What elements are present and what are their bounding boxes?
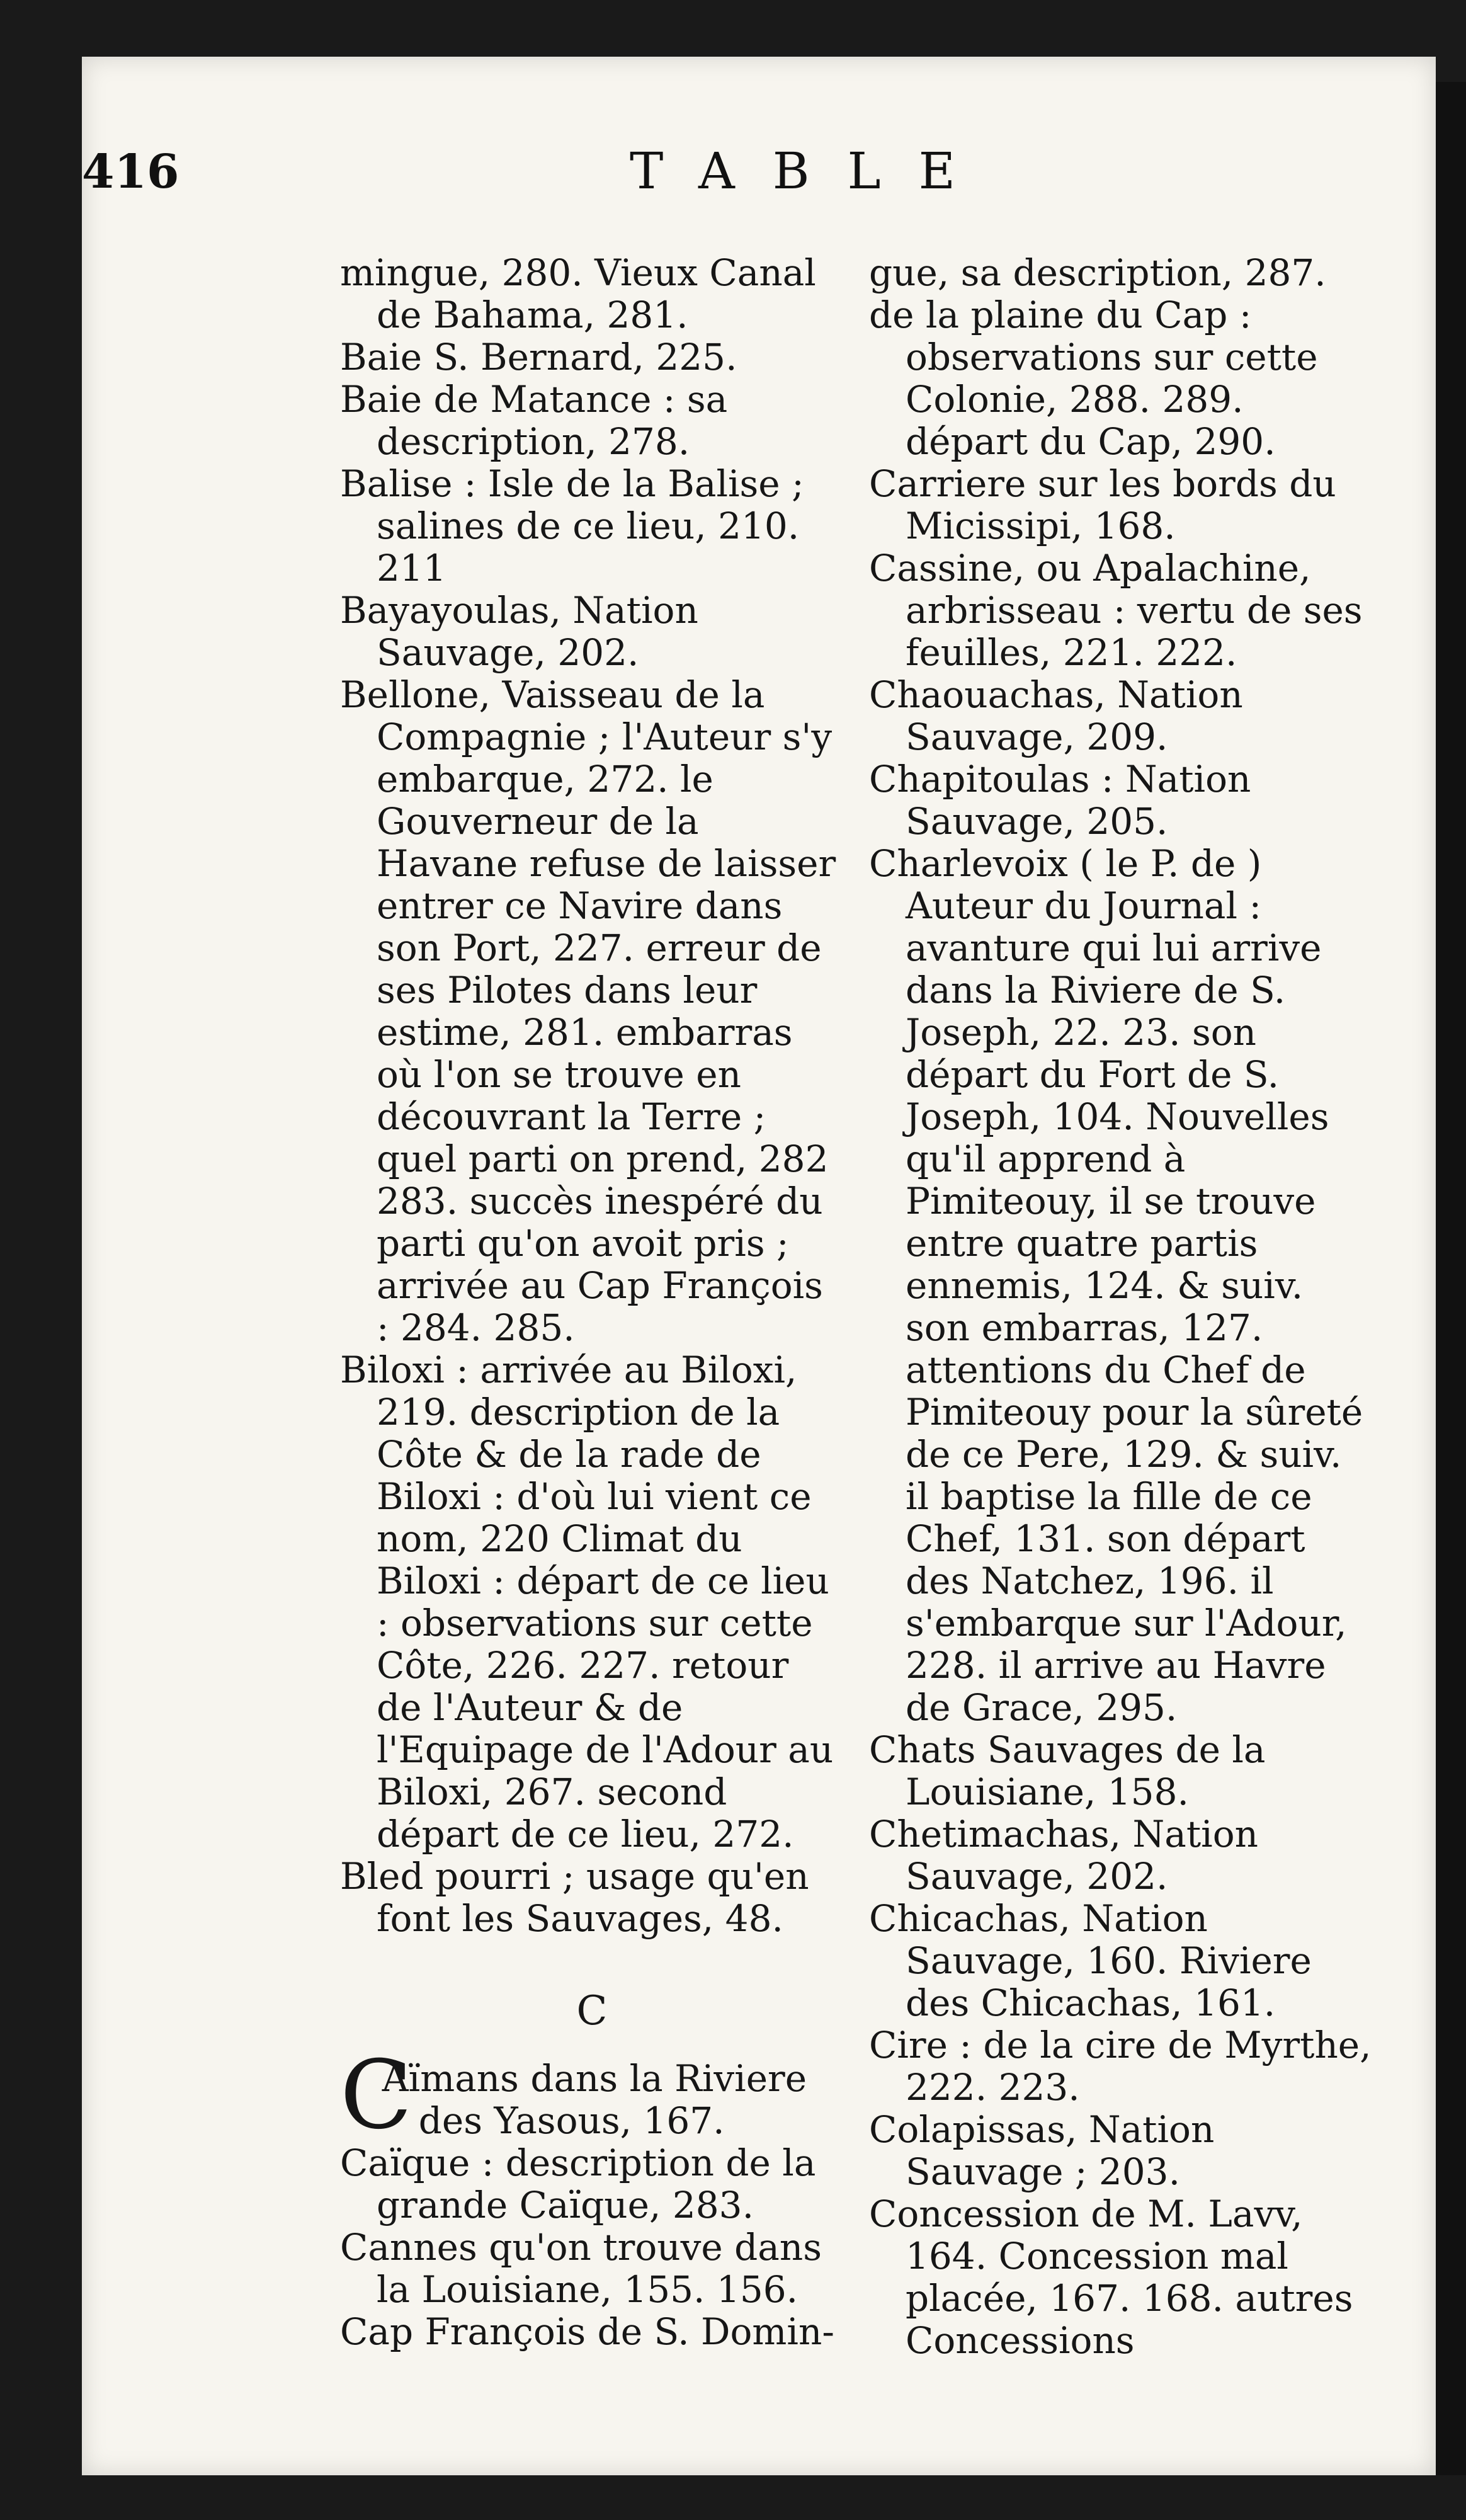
section-letter: C [576, 1988, 608, 2034]
index-entry: Chapitoulas : Nation Sauvage, 205. [869, 758, 1251, 843]
drop-cap: C [340, 2041, 412, 2150]
index-entry-text: Aïmans dans la Riviere des Yasous, 167. [382, 2057, 807, 2142]
index-entry [340, 2041, 844, 2150]
index-entry: Chicachas, Nation Sauvage, 160. Riviere des Chicachas, 161. [869, 1897, 1312, 2024]
index-entry: Colapissas, Nation Sauvage ; 203. [869, 2108, 1215, 2193]
index-entry: gue, sa description, 287. [869, 251, 1326, 294]
index-entry: Chetimachas, Nation Sauvage, 202. [869, 1813, 1259, 1898]
index-entry: Cannes qu'on trouve dans la Louisiane, 155. 156. [340, 2226, 822, 2311]
index-entry: Chats Sauvages de la Louisiane, 158. [869, 1728, 1266, 1813]
right-column [869, 252, 1373, 2362]
index-entry: Bellone, Vaisseau de la Compagnie ; l'Auteur s'y embarque, 272. le Gouverneur de la Havane refuse de laisser entrer ce Navire dans son Port, 227. erreur de ses Pilotes dans leur estime, 281. embarras où l'on se trouve en découvrant la Terre ; quel parti on prend, 282 283. succès inespéré du parti qu'on avoit pris ; arrivée au Cap François : 284. 285. [340, 673, 836, 1349]
index-entry: Concession de M. Lavv, 164. Concession mal placée, 167. 168. autres Concessions [869, 2192, 1353, 2362]
index-entry: Cassine, ou Apalachine, arbrisseau : vertu de ses feuilles, 221. 222. [869, 547, 1363, 674]
index-entry: mingue, 280. Vieux Canal de Bahama, 281. [340, 251, 816, 336]
index-entry: Baie de Matance : sa description, 278. [340, 378, 728, 463]
running-title: TABLE [630, 142, 994, 200]
page-number: 416 [82, 145, 179, 199]
index-entry: Cire : de la cire de Myrthe, 222. 223. [869, 2024, 1372, 2109]
index-entry: Chaouachas, Nation Sauvage, 209. [869, 673, 1243, 758]
index-entry: Caïque : description de la grande Caïque, 283. [340, 2141, 816, 2226]
index-entry: Carriere sur les bords du Micissipi, 168. [869, 462, 1336, 547]
index-entry: de la plaine du Cap : observations sur cette Colonie, 288. 289. départ du Cap, 290. [869, 294, 1318, 463]
index-entry: Charlevoix ( le P. de ) Auteur du Journal : avanture qui lui arrive dans la Riviere de S. Joseph, 22. 23. son départ du Fort de S. Joseph, 104. Nouvelles qu'il apprend à Pimiteouy, il se trouve entre quatre partis ennemis, 124. & suiv. son embarras, 127. attentions du Chef de Pimiteouy pour la sûreté de ce Pere, 129. & suiv. il baptise la fille de ce Chef, 131. son départ des Natchez, 196. il s'embarque sur l'Adour, 228. il arrive au Havre de Grace, 295. [869, 842, 1363, 1729]
index-entry: Cap François de S. Domin- [340, 2310, 834, 2353]
index-entry: Bled pourri ; usage qu'en font les Sauvages, 48. [340, 1855, 809, 1940]
index-entry: Bayayoulas, Nation Sauvage, 202. [340, 589, 698, 674]
index-entry: Balise : Isle de la Balise ; salines de ce lieu, 210. 211 [340, 462, 804, 590]
left-column [340, 252, 844, 2353]
index-entry: Biloxi : arrivée au Biloxi, 219. description de la Côte & de la rade de Biloxi : d'où lui vient ce nom, 220 Climat du Biloxi : départ de ce lieu : observations sur cette Côte, 226. 227. retour de l'Auteur & de l'Equipage de l'Adour au Biloxi, 267. second départ de ce lieu, 272. [340, 1348, 834, 1856]
page-edge-shadow [1436, 82, 1466, 2475]
index-entry: Baie S. Bernard, 225. [340, 336, 737, 379]
